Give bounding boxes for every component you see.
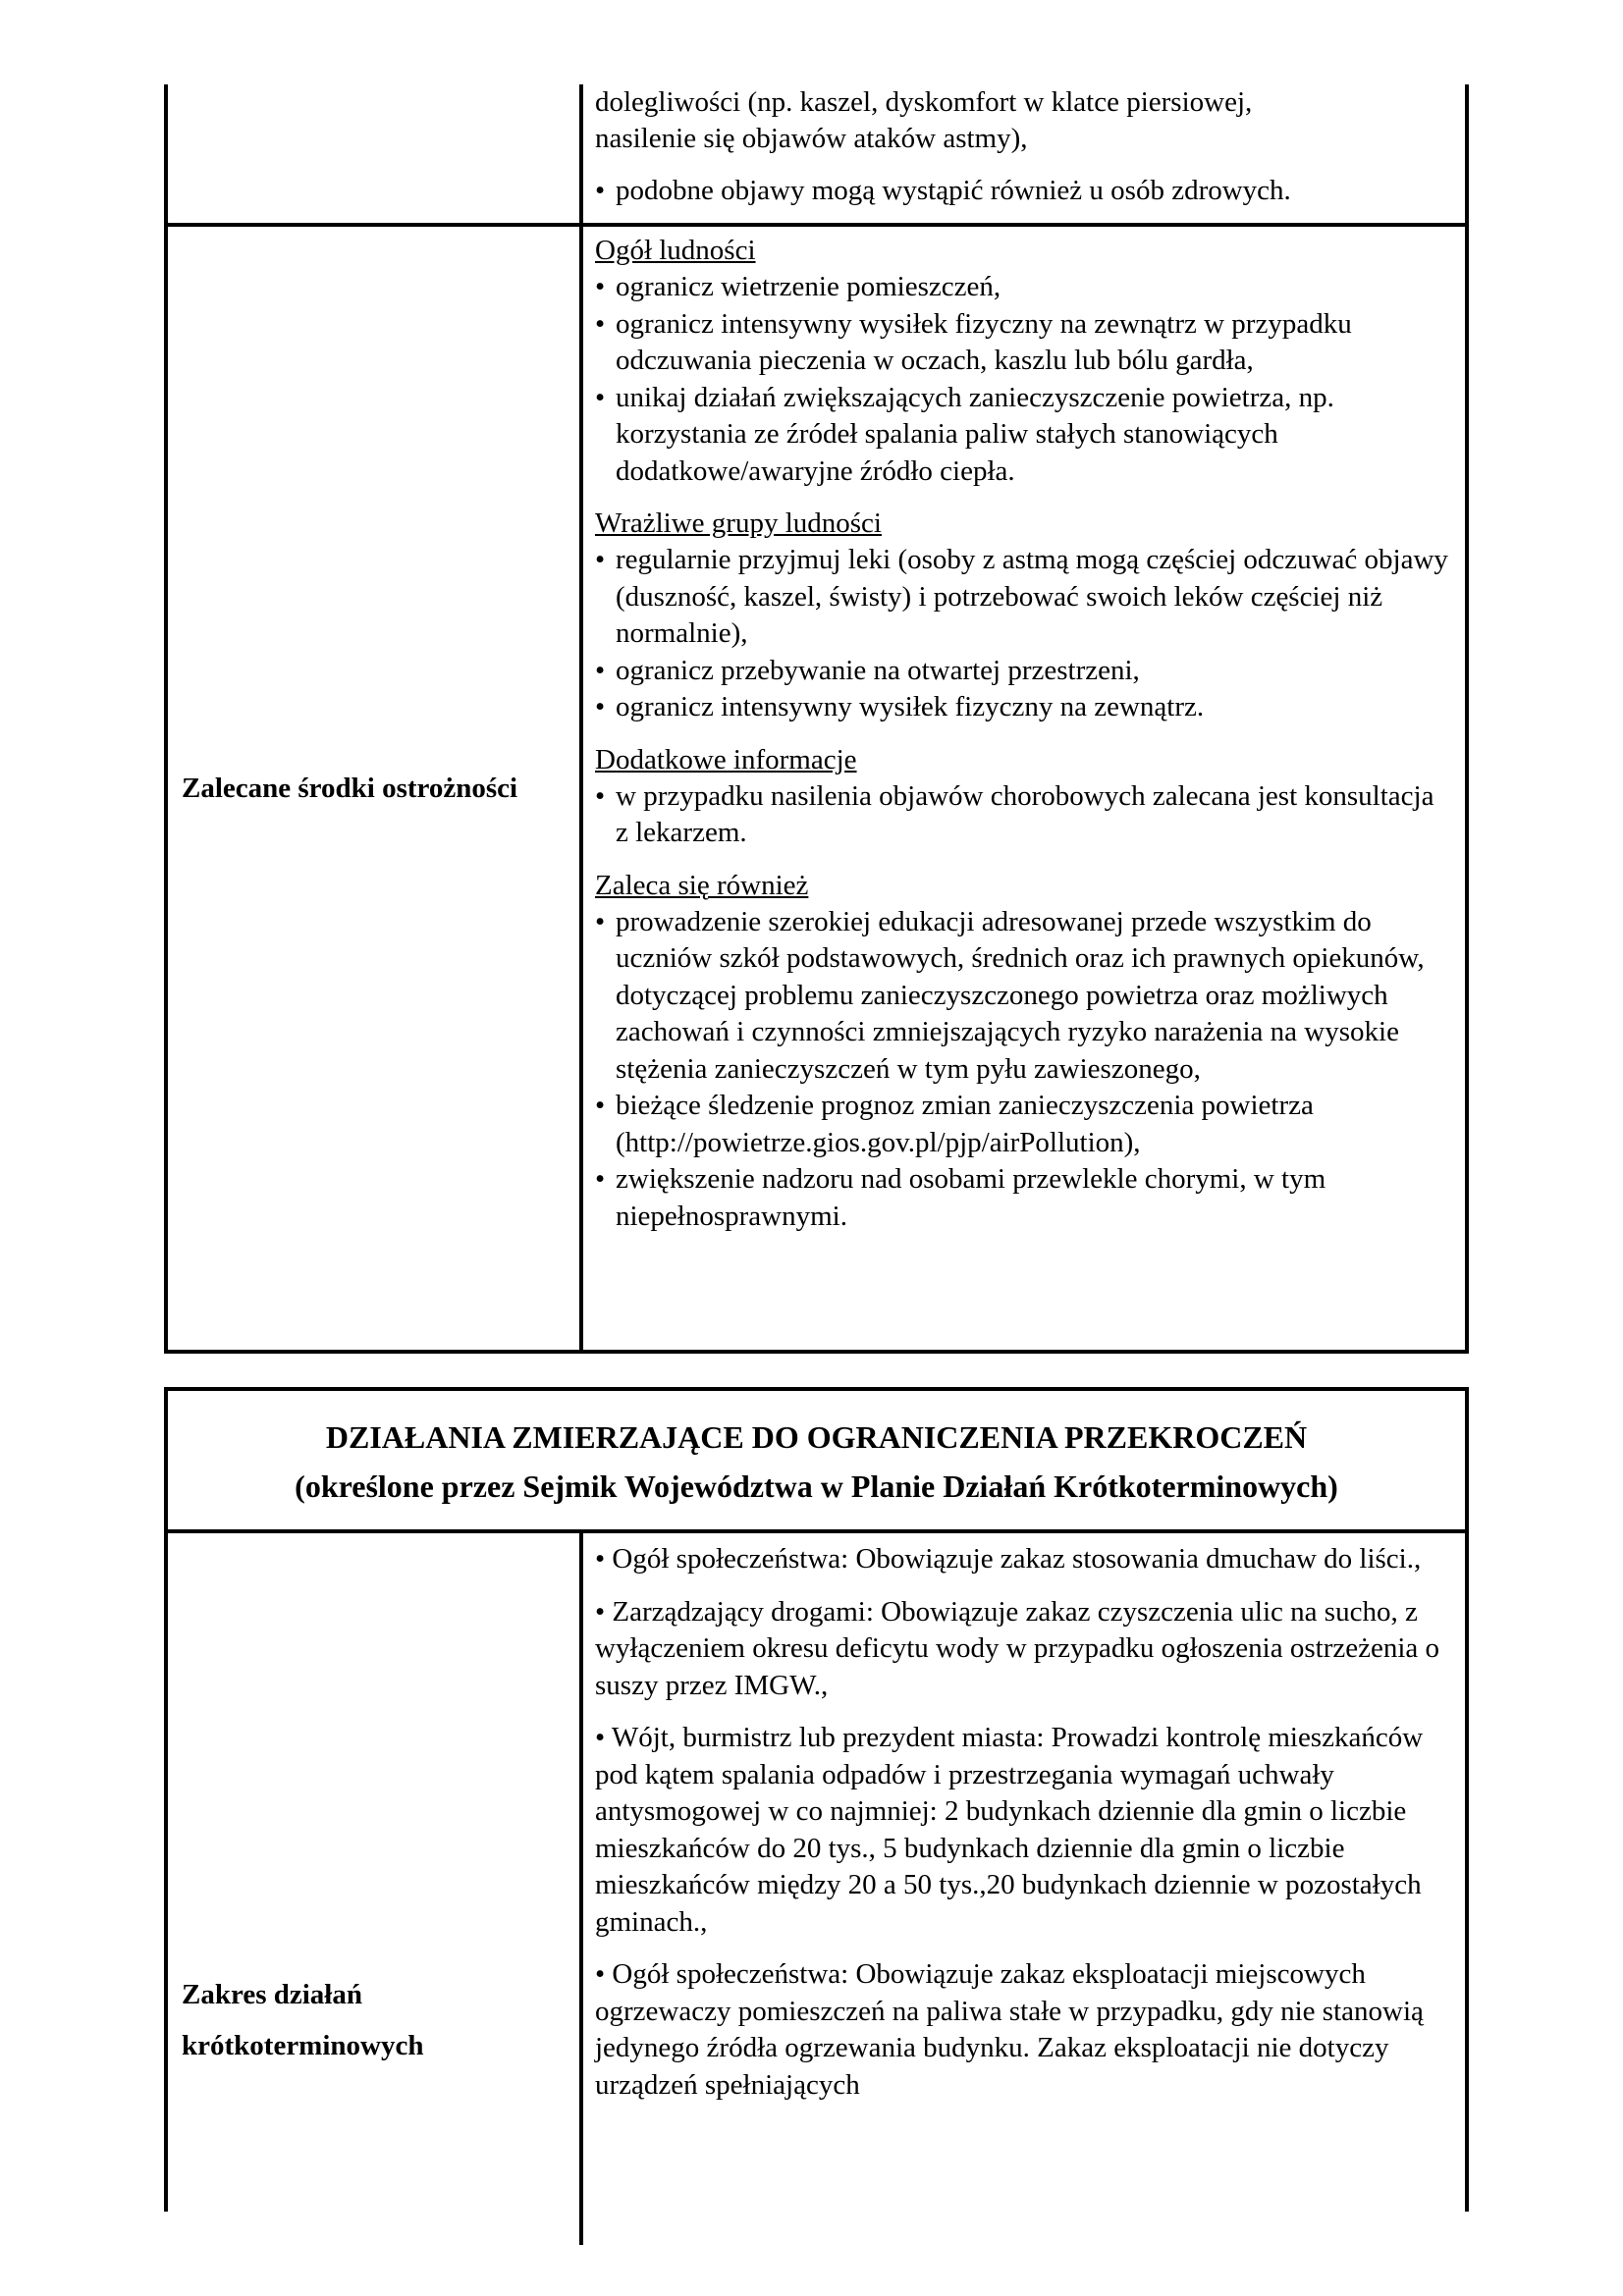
list-item: • ogranicz intensywny wysiłek fizyczny na zewnątrz w przypadku odczuwania pieczenia w oczach, kaszlu lub bólu gardła, xyxy=(595,306,1451,380)
section-title: Ogół ludności xyxy=(595,235,756,266)
list-item: • unikaj działań zwiększających zanieczyszczenie powietrza, np. korzystania ze źródeł spalania paliw stałych stanowiących dodatkowe/awaryjne źródło ciepła. xyxy=(595,380,1451,491)
actions-label-cell xyxy=(168,1533,583,2245)
continuation-line-2: nasilenie się objawów ataków astmy), xyxy=(595,123,1028,154)
list-item: • ogranicz przebywanie na otwartej przestrzeni, xyxy=(595,653,1451,690)
bullet-list xyxy=(595,904,1451,1236)
actions-label xyxy=(182,1969,423,2071)
actions-heading-line-1: DZIAŁANIA ZMIERZAJĄCE DO OGRANICZENIA PRZEKROCZEŃ xyxy=(325,1419,1308,1455)
list-item: • regularnie przyjmuj leki (osoby z astmą mogą częściej odczuwać objawy (duszność, kaszel, świsty) i potrzebować swoich leków częściej niż normalnie), xyxy=(595,542,1451,653)
section-general-population xyxy=(595,233,1451,490)
continuation-bullet: • podobne objawy mogą wystąpić również u osób zdrowych. xyxy=(595,173,1451,210)
bullet-list xyxy=(595,778,1451,852)
action-paragraph: • Ogół społeczeństwa: Obowiązuje zakaz eksploatacji miejscowych ogrzewaczy pomieszczeń na paliwa stałe w przypadku, gdy nie stanowią jedynego źródła ogrzewania budynku. Zakaz eksploatacji nie dotyczy urządzeń spełniających xyxy=(595,1958,1424,2101)
actions-label-line-2: krótkoterminowych xyxy=(182,2030,424,2061)
action-paragraph: • Wójt, burmistrz lub prezydent miasta: Prowadzi kontrolę mieszkańców pod kątem spalania odpadów i przestrzegania wymagań uchwały antysmogowej w co najmniej: 2 budynkach dziennie dla gmin o liczbie mieszkańców do 20 tys., 5 budynkach dziennie dla gmin o liczbie mieszkańców między 20 a 50 tys.,20 budynkach dziennie w pozostałych gminach., xyxy=(595,1722,1424,1938)
action-paragraph: • Ogół społeczeństwa: Obowiązuje zakaz stosowania dmuchaw do liści., xyxy=(595,1543,1422,1575)
section-title: Dodatkowe informacje xyxy=(595,743,857,775)
list-item: • zwiększenie nadzoru nad osobami przewlekle chorymi, w tym niepełnosprawnymi. xyxy=(595,1161,1451,1235)
precautions-table xyxy=(164,84,1469,1354)
section-sensitive-groups xyxy=(595,506,1451,726)
short-term-actions-table xyxy=(164,1387,1469,2212)
continuation-row xyxy=(168,84,1465,227)
continuation-label-cell xyxy=(168,84,583,223)
bullet-list xyxy=(595,542,1451,726)
action-paragraph: • Zarządzający drogami: Obowiązuje zakaz czyszczenia ulic na sucho, z wyłączeniem okresu deficytu wody w przypadku ogłoszenia ostrzeżenia o suszy przez IMGW., xyxy=(595,1595,1440,1701)
continuation-line-1: dolegliwości (np. kaszel, dyskomfort w klatce piersiowej, xyxy=(595,86,1253,118)
bullet-list xyxy=(595,269,1451,490)
precautions-label: Zalecane środki ostrożności xyxy=(182,772,518,804)
section-also-recommended xyxy=(595,868,1451,1236)
continuation-text-cell xyxy=(583,84,1465,223)
actions-row xyxy=(168,1533,1465,2245)
actions-label-line-1: Zakres działań xyxy=(182,1979,362,2010)
continuation-bullet-list xyxy=(595,173,1451,210)
actions-heading xyxy=(168,1387,1465,1533)
precautions-label-cell xyxy=(168,227,583,1350)
list-item: • w przypadku nasilenia objawów chorobowych zalecana jest konsultacja z lekarzem. xyxy=(595,778,1451,852)
section-additional-info xyxy=(595,742,1451,852)
list-item: • prowadzenie szerokiej edukacji adresowanej przede wszystkim do uczniów szkół podstawowych, średnich oraz ich prawnych opiekunów, dotyczącej problemu zanieczyszczonego powietrza oraz możliwych zachowań i czynności zmniejszających ryzyko narażenia na wysokie stężenia zanieczyszczeń w tym pyłu zawieszonego, xyxy=(595,904,1451,1089)
section-title: Zaleca się również xyxy=(595,869,809,901)
actions-content-cell xyxy=(583,1533,1465,2245)
precautions-content-cell xyxy=(583,227,1465,1350)
list-item: • bieżące śledzenie prognoz zmian zanieczyszczenia powietrza (http://powietrze.gios.gov.pl/pjp/airPollution), xyxy=(595,1088,1451,1161)
list-item: • ogranicz intensywny wysiłek fizyczny na zewnątrz. xyxy=(595,689,1451,726)
list-item: • ogranicz wietrzenie pomieszczeń, xyxy=(595,269,1451,306)
actions-heading-line-2: (określone przez Sejmik Województwa w Planie Działań Krótkoterminowych) xyxy=(295,1468,1338,1504)
section-title: Wrażliwe grupy ludności xyxy=(595,507,882,539)
precautions-row xyxy=(168,227,1465,1354)
